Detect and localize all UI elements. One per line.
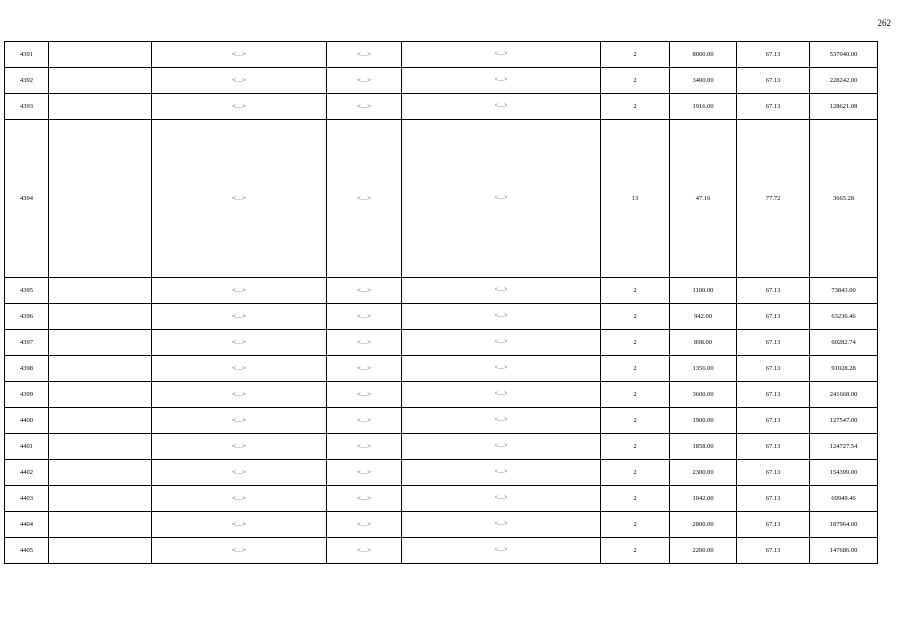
cell-specific-value: 67.13 [737,486,810,512]
cell-area: 1900.00 [670,408,737,434]
cell-category-code: 2 [601,94,670,120]
cell-empty [49,120,152,278]
cell-cadastral-number: <…> [327,304,402,330]
cell-category-code: 2 [601,460,670,486]
cell-number: 4402 [5,460,49,486]
cell-cadastral-value: 187964.00 [810,512,878,538]
cell-number: 4393 [5,94,49,120]
cell-permitted-use: <…> [402,42,601,68]
cell-empty [49,512,152,538]
cell-permitted-use: <…> [402,356,601,382]
cell-area: 942.00 [670,304,737,330]
cell-empty [49,486,152,512]
land-plots-table [4,41,878,564]
cell-permitted-use: <…> [402,538,601,564]
table-row [5,434,878,460]
cell-specific-value: 67.13 [737,356,810,382]
cell-area: 2200.00 [670,538,737,564]
cell-specific-value: 67.13 [737,538,810,564]
cell-specific-value: 67.13 [737,460,810,486]
page-number: 262 [877,18,891,28]
table-row [5,330,878,356]
cell-empty [49,42,152,68]
cell-specific-value: 67.13 [737,278,810,304]
cell-category-code: 2 [601,304,670,330]
cell-area: 3400.00 [670,68,737,94]
cell-location: <…> [152,356,327,382]
cell-area: 2300.00 [670,460,737,486]
cell-empty [49,68,152,94]
table-row [5,68,878,94]
cell-specific-value: 67.13 [737,68,810,94]
cell-category-code: 2 [601,538,670,564]
table-row [5,42,878,68]
cell-empty [49,382,152,408]
cell-cadastral-number: <…> [327,408,402,434]
cell-category-code: 2 [601,330,670,356]
cell-location: <…> [152,434,327,460]
cell-specific-value: 67.13 [737,94,810,120]
cell-cadastral-value: 60282.74 [810,330,878,356]
cell-area: 898.00 [670,330,737,356]
cell-cadastral-value: 228242.00 [810,68,878,94]
cell-cadastral-number: <…> [327,356,402,382]
cell-location: <…> [152,278,327,304]
cell-permitted-use: <…> [402,382,601,408]
table-row [5,120,878,278]
cell-cadastral-value: 63236.46 [810,304,878,330]
cell-location: <…> [152,512,327,538]
cell-number: 4397 [5,330,49,356]
cell-category-code: 2 [601,68,670,94]
table-row [5,408,878,434]
cell-number: 4400 [5,408,49,434]
cell-area: 3600.00 [670,382,737,408]
cell-specific-value: 77.72 [737,120,810,278]
cell-permitted-use: <…> [402,304,601,330]
cell-permitted-use: <…> [402,486,601,512]
cell-category-code: 2 [601,42,670,68]
cell-permitted-use: <…> [402,120,601,278]
cell-number: 4395 [5,278,49,304]
table-row [5,538,878,564]
cell-cadastral-value: 154399.00 [810,460,878,486]
cell-cadastral-number: <…> [327,460,402,486]
table-row [5,356,878,382]
cell-category-code: 2 [601,512,670,538]
cell-category-code: 2 [601,356,670,382]
cell-permitted-use: <…> [402,460,601,486]
cell-location: <…> [152,486,327,512]
cell-specific-value: 67.13 [737,304,810,330]
cell-empty [49,408,152,434]
cell-specific-value: 67.13 [737,434,810,460]
table-body [5,42,878,564]
cell-empty [49,356,152,382]
cell-category-code: 2 [601,278,670,304]
cell-specific-value: 67.13 [737,382,810,408]
cell-specific-value: 67.13 [737,512,810,538]
cell-permitted-use: <…> [402,408,601,434]
cell-number: 4399 [5,382,49,408]
cell-cadastral-value: 3665.28 [810,120,878,278]
cell-cadastral-value: 124727.54 [810,434,878,460]
cell-category-code: 2 [601,486,670,512]
cell-location: <…> [152,330,327,356]
cell-cadastral-number: <…> [327,330,402,356]
cell-empty [49,538,152,564]
cell-number: 4398 [5,356,49,382]
cell-cadastral-value: 537040.00 [810,42,878,68]
cell-specific-value: 67.13 [737,42,810,68]
cell-number: 4394 [5,120,49,278]
cell-location: <…> [152,68,327,94]
cell-cadastral-value: 69949.46 [810,486,878,512]
cell-cadastral-number: <…> [327,120,402,278]
cell-location: <…> [152,408,327,434]
cell-area: 1042.00 [670,486,737,512]
cell-empty [49,94,152,120]
cell-cadastral-number: <…> [327,278,402,304]
cell-area: 47.16 [670,120,737,278]
cell-category-code: 2 [601,408,670,434]
cell-cadastral-value: 128621.08 [810,94,878,120]
cell-location: <…> [152,120,327,278]
cell-empty [49,278,152,304]
cell-cadastral-number: <…> [327,434,402,460]
table-row [5,304,878,330]
table-row [5,382,878,408]
cell-area: 1100.00 [670,278,737,304]
cell-location: <…> [152,538,327,564]
cell-permitted-use: <…> [402,434,601,460]
table-row [5,460,878,486]
cell-cadastral-number: <…> [327,42,402,68]
cell-area: 1858.00 [670,434,737,460]
cell-cadastral-number: <…> [327,382,402,408]
cell-location: <…> [152,42,327,68]
cell-location: <…> [152,382,327,408]
table-row [5,278,878,304]
cell-permitted-use: <…> [402,512,601,538]
cell-area: 8000.00 [670,42,737,68]
cell-area: 1356.00 [670,356,737,382]
cell-location: <…> [152,460,327,486]
cell-specific-value: 67.13 [737,408,810,434]
cell-empty [49,304,152,330]
cell-cadastral-value: 73843.00 [810,278,878,304]
cell-area: 1916.00 [670,94,737,120]
cell-permitted-use: <…> [402,94,601,120]
cell-category-code: 2 [601,382,670,408]
cell-number: 4404 [5,512,49,538]
cell-category-code: 13 [601,120,670,278]
cell-cadastral-number: <…> [327,512,402,538]
cell-cadastral-number: <…> [327,538,402,564]
cell-permitted-use: <…> [402,278,601,304]
cell-number: 4396 [5,304,49,330]
cell-number: 4401 [5,434,49,460]
cell-cadastral-number: <…> [327,68,402,94]
cell-location: <…> [152,94,327,120]
cell-cadastral-value: 127547.00 [810,408,878,434]
cell-permitted-use: <…> [402,330,601,356]
cell-empty [49,434,152,460]
cell-category-code: 2 [601,434,670,460]
cell-cadastral-value: 241668.00 [810,382,878,408]
cell-specific-value: 67.13 [737,330,810,356]
cell-empty [49,460,152,486]
table-row [5,512,878,538]
cell-cadastral-number: <…> [327,94,402,120]
cell-permitted-use: <…> [402,68,601,94]
cell-area: 2800.00 [670,512,737,538]
cell-number: 4392 [5,68,49,94]
cell-number: 4405 [5,538,49,564]
cell-cadastral-value: 91028.28 [810,356,878,382]
cell-empty [49,330,152,356]
cell-cadastral-value: 147686.00 [810,538,878,564]
cell-cadastral-number: <…> [327,486,402,512]
cell-number: 4391 [5,42,49,68]
table-row [5,94,878,120]
cell-location: <…> [152,304,327,330]
table-row [5,486,878,512]
cell-number: 4403 [5,486,49,512]
